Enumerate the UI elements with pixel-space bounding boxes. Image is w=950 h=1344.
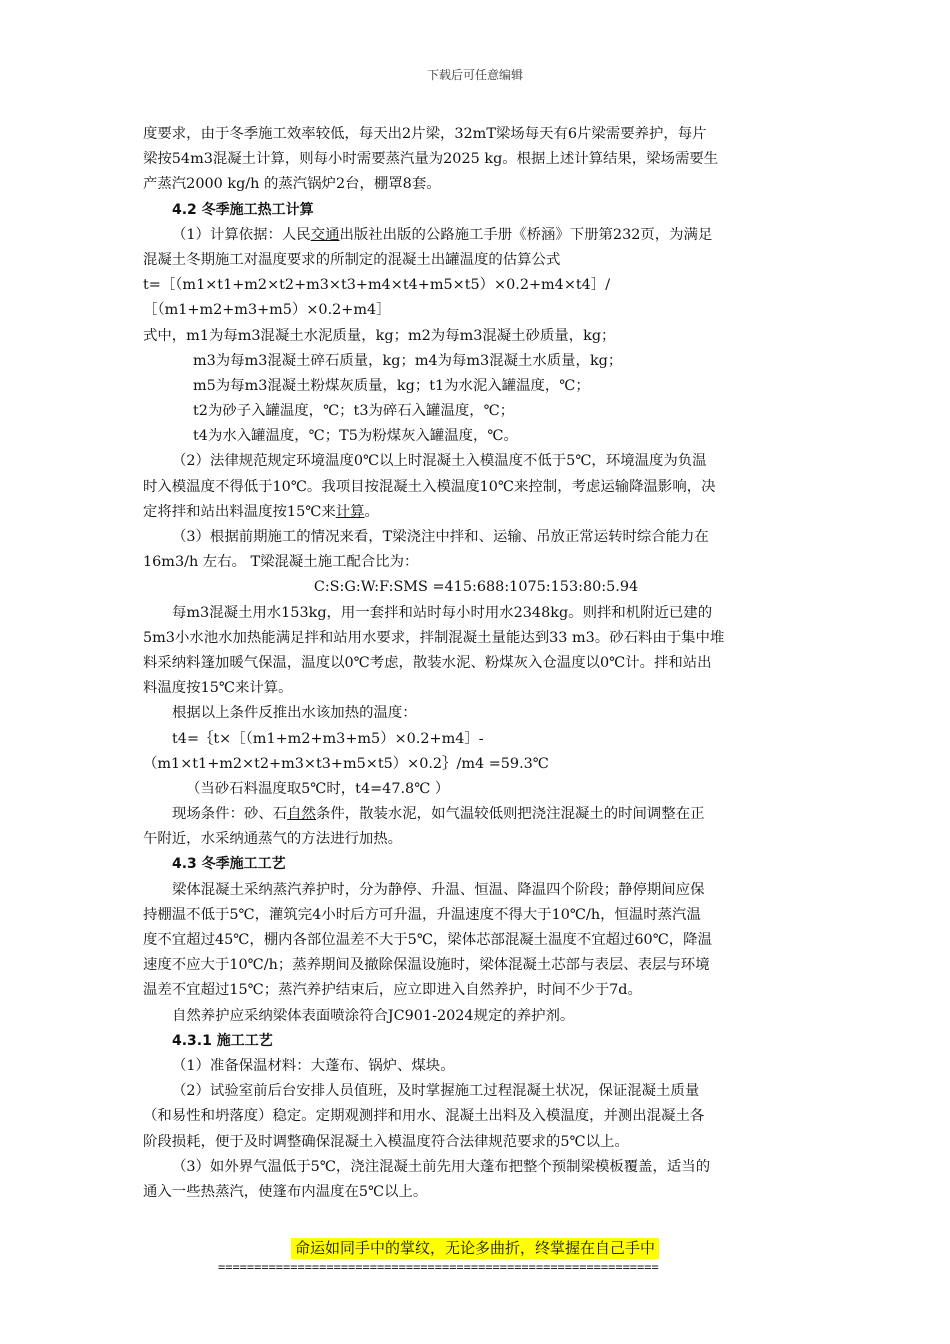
paragraph-line: 时入模温度不得低于10℃。我项目按混凝土入模温度10℃来控制，考虑运输降温影响，决 — [143, 478, 716, 495]
paragraph-line — [143, 500, 809, 525]
text-run: 出版社出版的公路施工手册《桥涵》下册第232页，为满足 — [339, 226, 713, 243]
paragraph-line: 温差不宜超过15℃；蒸汽养护结束后，应立即进入自然养护，时间不少于7d。 — [143, 982, 642, 999]
paragraph-line: （和易性和坍落度）稳定。定期观测拌和用水、混凝土出料及入模温度，并测出混凝土各 — [143, 1108, 705, 1125]
inline-link[interactable]: 自然 — [287, 806, 316, 823]
formula-line: t4=｛t×［（m1+m2+m3+m5）×0.2+m4］- — [172, 730, 484, 747]
paragraph-line: 16m3/h 左右。 T梁混凝土施工配合比为： — [143, 554, 419, 571]
paragraph-line: 混凝土冬期施工对温度要求的所制定的混凝土出罐温度的估算公式 — [143, 251, 561, 268]
text-run: 定将拌和站出料温度按15℃来 — [143, 503, 336, 520]
paragraph-line: 午附近，水采纳通蒸气的方法进行加热。 — [143, 831, 403, 848]
paragraph-line: （2）试验室前后台安排人员值班，及时掌握施工过程混凝土状况，保证混凝土质量 — [172, 1083, 700, 1100]
section-heading-4-2: 4.2 冬季施工热工计算 — [172, 201, 314, 218]
definition-line: m5为每m3混凝土粉煤灰质量，kg；t1为水泥入罐温度，℃； — [193, 377, 590, 394]
footer-motto: 命运如同手中的掌纹，无论多曲折，终掌握在自己手中 — [291, 1238, 659, 1259]
paragraph-line: （1）准备保温材料：大蓬布、锅炉、煤块。 — [172, 1057, 455, 1074]
paragraph-line: 自然养护应采纳梁体表面喷涂符合JC901-2024规定的养护剂。 — [172, 1007, 575, 1024]
inline-link[interactable]: 计算 — [335, 503, 365, 520]
paragraph-line: 度要求，由于冬季施工效率较低，每天出2片梁，32mT梁场每天有6片梁需要养护，每片 — [143, 126, 707, 142]
paragraph-line: 根据以上条件反推出水该加热的温度： — [172, 705, 417, 722]
paragraph-line — [143, 223, 809, 248]
mix-ratio: C:S:G:W:F:SMS =415:688:1075:153:80:5.94 — [313, 579, 639, 596]
paragraph-line: 梁按54m3混凝土计算，则每小时需要蒸汽量为2025 kg。根据上述计算结果，梁场需要生 — [143, 151, 719, 168]
paragraph-line — [143, 802, 809, 827]
formula-note: （当砂石料温度取5℃时，t4=47.8℃ ） — [186, 780, 450, 797]
page-header: 下载后可任意编辑 — [426, 68, 523, 82]
inline-link[interactable]: 交通 — [310, 226, 340, 243]
paragraph-line: 料温度按15℃来计算。 — [143, 680, 293, 697]
paragraph-line: 料采纳料篷加暖气保温，温度以0℃考虑，散装水泥、粉煤灰入仓温度以0℃计。拌和站出 — [143, 654, 712, 671]
paragraph-line: （3）根据前期施工的情况来看，T梁浇注中拌和、运输、吊放正常运转时综合能力在 — [172, 529, 709, 545]
text-run: 条件，散装水泥，如气温较低则把浇注混凝土的时间调整在正 — [315, 806, 705, 823]
paragraph-line: （3）如外界气温低于5℃，浇注混凝土前先用大蓬布把整个预制梁模板覆盖，适当的 — [172, 1158, 711, 1175]
formula-line: ［（m1+m2+m3+m5）×0.2+m4］ — [143, 302, 391, 319]
definition-line: t2为砂子入罐温度，℃；t3为碎石入罐温度，℃； — [193, 403, 515, 420]
paragraph-line: 5m3小水池水加热能满足拌和站用水要求，拌制混凝土量能达到33 m3。砂石料由于集中堆 — [143, 629, 725, 646]
paragraph-line: 度不宜超过45℃，棚内各部位温差不大于5℃，梁体芯部混凝土温度不宜超过60℃，降温 — [143, 932, 712, 948]
section-heading-4-3-1: 4.3.1 施工工艺 — [172, 1032, 273, 1049]
definition-line: t4为水入罐温度，℃；T5为粉煤灰入罐温度，℃。 — [193, 428, 518, 445]
paragraph-line: 通入一些热蒸汽，使篷布内温度在5℃以上。 — [143, 1183, 428, 1200]
page-footer — [0, 1238, 950, 1259]
text-run: 。 — [364, 503, 379, 520]
definition-line: 式中，m1为每m3混凝土水泥质量，kg；m2为每m3混凝土砂质量，kg； — [143, 327, 616, 344]
paragraph-line: 产蒸汽2000 kg/h 的蒸汽锅炉2台，棚罩8套。 — [143, 176, 441, 193]
definition-line: m3为每m3混凝土碎石质量，kg；m4为每m3混凝土水质量，kg； — [193, 352, 623, 369]
section-heading-4-3: 4.3 冬季施工工艺 — [172, 856, 286, 873]
paragraph-line: （2）法律规范规定环境温度0℃以上时混凝土入模温度不低于5℃，环境温度为负温 — [172, 453, 707, 470]
document-body — [143, 122, 809, 1205]
formula-line: t=［（m1×t1+m2×t2+m3×t3+m4×t4+m5×t5）×0.2+m4×t4］/ — [143, 277, 611, 294]
paragraph-line: 持棚温不低于5℃，灌筑完4小时后方可升温，升温速度不得大于10℃/h，恒温时蒸汽温 — [143, 906, 701, 923]
paragraph-line: 每m3混凝土用水153kg，用一套拌和站时每小时用水2348kg。则拌和机附近已建的 — [172, 604, 713, 621]
text-run: 现场条件：砂、石 — [172, 806, 288, 823]
paragraph-line: 梁体混凝土采纳蒸汽养护时，分为静停、升温、恒温、降温四个阶段；静停期间应保 — [172, 881, 705, 898]
text-run: （1）计算依据：人民 — [172, 226, 311, 243]
paragraph-line: 速度不应大于10℃/h；蒸养期间及撤除保温设施时，梁体混凝土芯部与表层、表层与环境 — [143, 957, 710, 974]
paragraph-line: 阶段损耗，便于及时调整确保混凝土入模温度符合法律规范要求的5℃以上。 — [143, 1133, 629, 1150]
formula-line: （m1×t1+m2×t2+m3×t3+m5×t5）×0.2｝/m4 =59.3℃ — [143, 755, 549, 772]
footer-rule: ============================================================= — [218, 1260, 659, 1274]
